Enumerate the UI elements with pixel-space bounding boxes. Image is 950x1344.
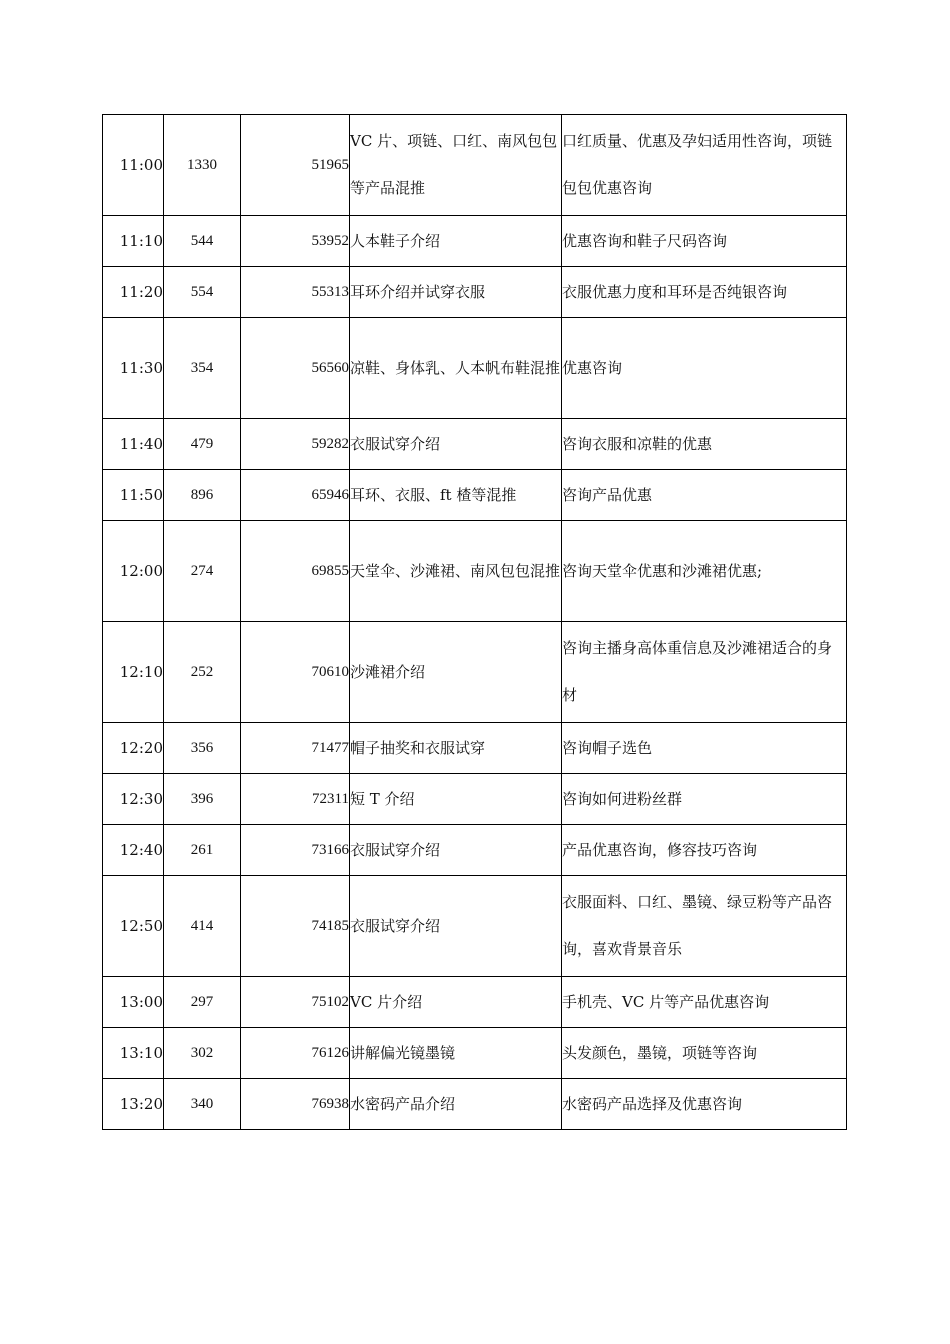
time-cell: 12:30 bbox=[103, 774, 164, 825]
questions-cell: 手机壳、VC 片等产品优惠咨询 bbox=[562, 977, 847, 1028]
table-row bbox=[103, 115, 847, 216]
content-cell: 衣服试穿介绍 bbox=[350, 825, 562, 876]
total-cell: 72311 bbox=[241, 774, 350, 825]
content-cell: 帽子抽奖和衣服试穿 bbox=[350, 723, 562, 774]
viewers-cell: 356 bbox=[164, 723, 241, 774]
time-cell: 12:20 bbox=[103, 723, 164, 774]
total-cell: 73166 bbox=[241, 825, 350, 876]
time-cell: 13:20 bbox=[103, 1079, 164, 1130]
viewers-cell: 1330 bbox=[164, 115, 241, 216]
table-row bbox=[103, 1028, 847, 1079]
viewers-cell: 261 bbox=[164, 825, 241, 876]
content-cell: 沙滩裙介绍 bbox=[350, 622, 562, 723]
total-cell: 59282 bbox=[241, 419, 350, 470]
questions-cell: 咨询主播身高体重信息及沙滩裙适合的身材 bbox=[562, 622, 847, 723]
total-cell: 69855 bbox=[241, 521, 350, 622]
content-cell: 凉鞋、身体乳、人本帆布鞋混推 bbox=[350, 318, 562, 419]
total-cell: 65946 bbox=[241, 470, 350, 521]
time-cell: 12:50 bbox=[103, 876, 164, 977]
viewers-cell: 896 bbox=[164, 470, 241, 521]
total-cell: 56560 bbox=[241, 318, 350, 419]
questions-cell: 头发颜色，墨镜，项链等咨询 bbox=[562, 1028, 847, 1079]
time-cell: 13:10 bbox=[103, 1028, 164, 1079]
table-row bbox=[103, 419, 847, 470]
questions-cell: 咨询衣服和凉鞋的优惠 bbox=[562, 419, 847, 470]
content-cell: 人本鞋子介绍 bbox=[350, 216, 562, 267]
content-cell: VC 片、项链、口红、南风包包等产品混推 bbox=[350, 115, 562, 216]
questions-cell: 衣服面料、口红、墨镜、绿豆粉等产品咨询，喜欢背景音乐 bbox=[562, 876, 847, 977]
viewers-cell: 396 bbox=[164, 774, 241, 825]
total-cell: 71477 bbox=[241, 723, 350, 774]
time-cell: 11:50 bbox=[103, 470, 164, 521]
questions-cell: 咨询产品优惠 bbox=[562, 470, 847, 521]
viewers-cell: 354 bbox=[164, 318, 241, 419]
viewers-cell: 544 bbox=[164, 216, 241, 267]
content-cell: VC 片介绍 bbox=[350, 977, 562, 1028]
content-cell: 耳环介绍并试穿衣服 bbox=[350, 267, 562, 318]
total-cell: 55313 bbox=[241, 267, 350, 318]
viewers-cell: 414 bbox=[164, 876, 241, 977]
live-stream-log-table bbox=[102, 114, 847, 1130]
viewers-cell: 340 bbox=[164, 1079, 241, 1130]
questions-cell: 咨询如何进粉丝群 bbox=[562, 774, 847, 825]
viewers-cell: 274 bbox=[164, 521, 241, 622]
content-cell: 短 T 介绍 bbox=[350, 774, 562, 825]
questions-cell: 优惠咨询 bbox=[562, 318, 847, 419]
questions-cell: 口红质量、优惠及孕妇适用性咨询，项链包包优惠咨询 bbox=[562, 115, 847, 216]
total-cell: 74185 bbox=[241, 876, 350, 977]
questions-cell: 产品优惠咨询，修容技巧咨询 bbox=[562, 825, 847, 876]
viewers-cell: 252 bbox=[164, 622, 241, 723]
content-cell: 衣服试穿介绍 bbox=[350, 419, 562, 470]
table-row bbox=[103, 774, 847, 825]
table-row bbox=[103, 216, 847, 267]
questions-cell: 咨询天堂伞优惠和沙滩裙优惠; bbox=[562, 521, 847, 622]
questions-cell: 优惠咨询和鞋子尺码咨询 bbox=[562, 216, 847, 267]
time-cell: 13:00 bbox=[103, 977, 164, 1028]
total-cell: 76126 bbox=[241, 1028, 350, 1079]
table-row bbox=[103, 977, 847, 1028]
table-row bbox=[103, 622, 847, 723]
time-cell: 11:20 bbox=[103, 267, 164, 318]
time-cell: 11:30 bbox=[103, 318, 164, 419]
viewers-cell: 297 bbox=[164, 977, 241, 1028]
table-row bbox=[103, 825, 847, 876]
time-cell: 11:00 bbox=[103, 115, 164, 216]
total-cell: 51965 bbox=[241, 115, 350, 216]
viewers-cell: 479 bbox=[164, 419, 241, 470]
content-cell: 天堂伞、沙滩裙、南风包包混推 bbox=[350, 521, 562, 622]
questions-cell: 衣服优惠力度和耳环是否纯银咨询 bbox=[562, 267, 847, 318]
total-cell: 53952 bbox=[241, 216, 350, 267]
table-row bbox=[103, 723, 847, 774]
content-cell: 水密码产品介绍 bbox=[350, 1079, 562, 1130]
table-row bbox=[103, 521, 847, 622]
content-cell: 讲解偏光镜墨镜 bbox=[350, 1028, 562, 1079]
content-cell: 衣服试穿介绍 bbox=[350, 876, 562, 977]
time-cell: 12:00 bbox=[103, 521, 164, 622]
table-row bbox=[103, 470, 847, 521]
total-cell: 76938 bbox=[241, 1079, 350, 1130]
table-row bbox=[103, 318, 847, 419]
viewers-cell: 554 bbox=[164, 267, 241, 318]
time-cell: 11:10 bbox=[103, 216, 164, 267]
total-cell: 70610 bbox=[241, 622, 350, 723]
table-row bbox=[103, 267, 847, 318]
questions-cell: 咨询帽子选色 bbox=[562, 723, 847, 774]
questions-cell: 水密码产品选择及优惠咨询 bbox=[562, 1079, 847, 1130]
time-cell: 12:40 bbox=[103, 825, 164, 876]
time-cell: 11:40 bbox=[103, 419, 164, 470]
content-cell: 耳环、衣服、ft 楂等混推 bbox=[350, 470, 562, 521]
viewers-cell: 302 bbox=[164, 1028, 241, 1079]
table-row bbox=[103, 876, 847, 977]
table-row bbox=[103, 1079, 847, 1130]
total-cell: 75102 bbox=[241, 977, 350, 1028]
time-cell: 12:10 bbox=[103, 622, 164, 723]
